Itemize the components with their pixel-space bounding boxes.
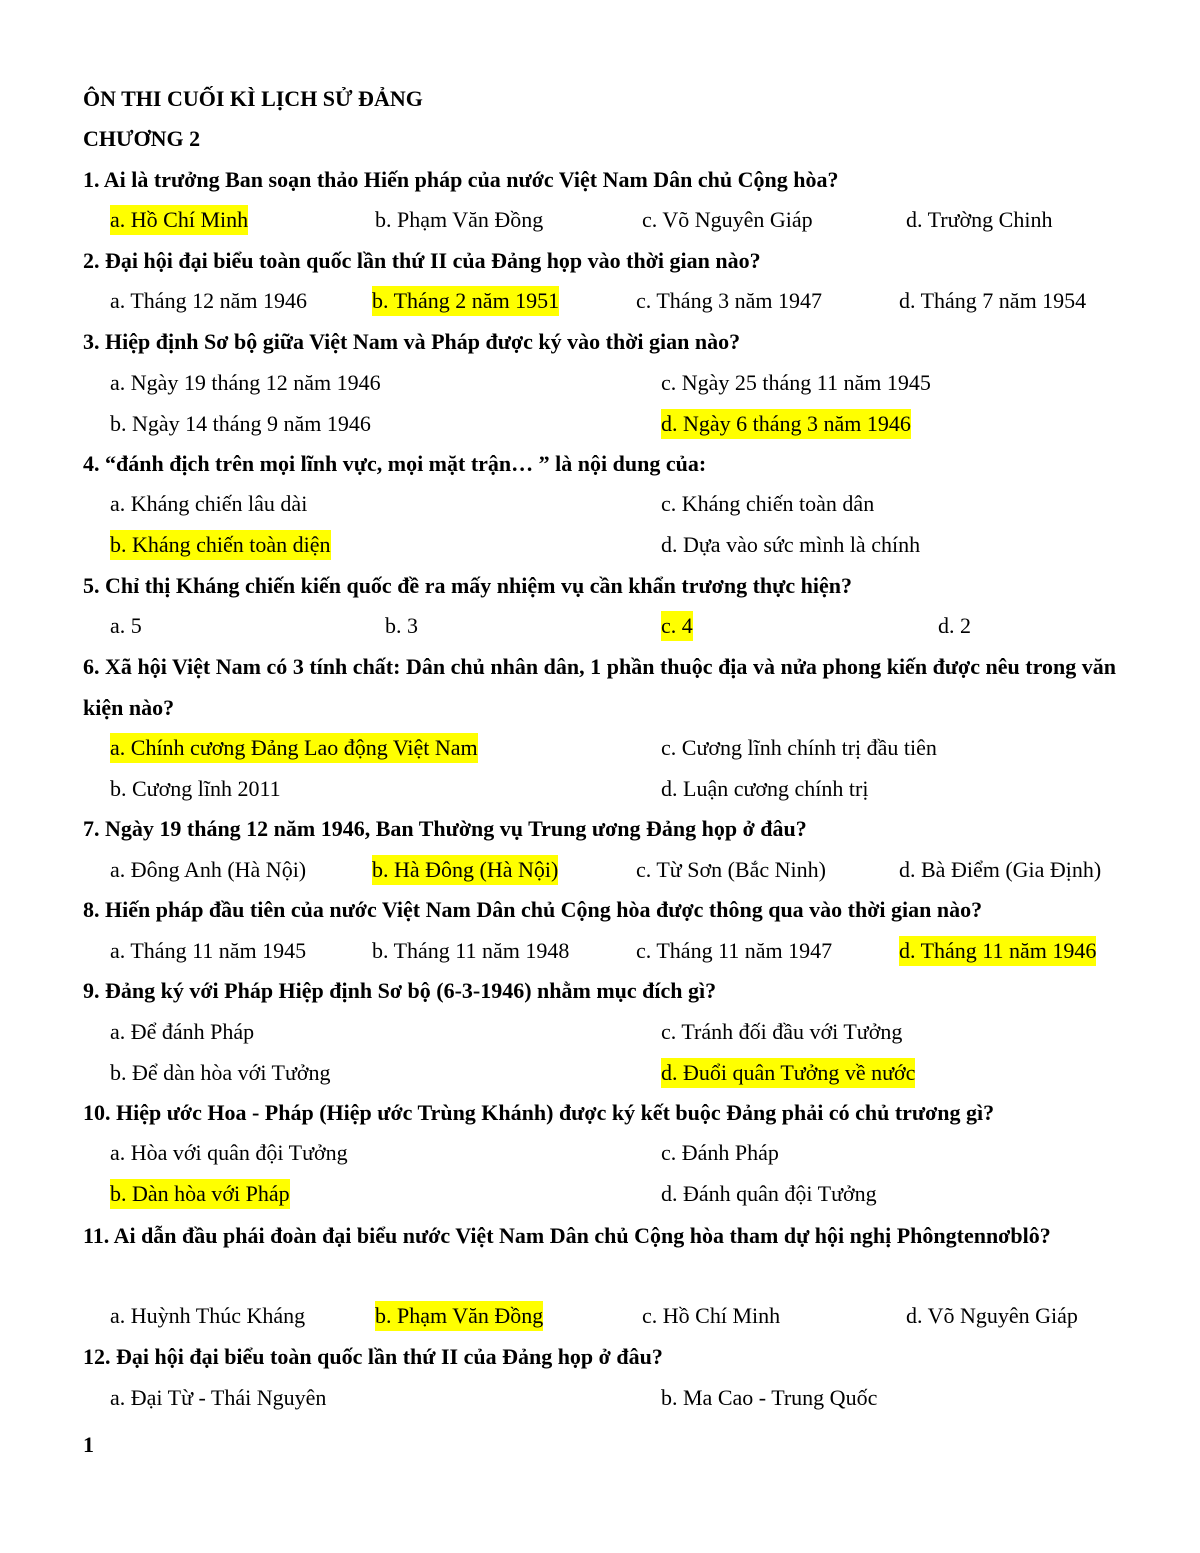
q4-option-c: c. Kháng chiến toàn dân	[661, 491, 875, 516]
question-3: 3. Hiệp định Sơ bộ giữa Việt Nam và Pháp được ký vào thời gian nào?	[83, 329, 741, 354]
q5-option-d: d. 2	[938, 613, 971, 638]
q7-option-b: b. Hà Đông (Hà Nội)	[372, 855, 558, 885]
question-9: 9. Đảng ký với Pháp Hiệp định Sơ bộ (6-3-1946) nhằm mục đích gì?	[83, 978, 717, 1003]
q8-option-c: c. Tháng 11 năm 1947	[636, 938, 833, 963]
q7-option-d: d. Bà Điểm (Gia Định)	[899, 857, 1102, 882]
q10-option-d: d. Đánh quân đội Tưởng	[661, 1181, 877, 1206]
q1-option-a: a. Hồ Chí Minh	[110, 205, 248, 235]
q11-option-b: b. Phạm Văn Đồng	[375, 1301, 543, 1331]
question-2: 2. Đại hội đại biểu toàn quốc lần thứ II của Đảng họp vào thời gian nào?	[83, 248, 761, 273]
q8-option-d: d. Tháng 11 năm 1946	[899, 936, 1096, 966]
q11-option-c: c. Hồ Chí Minh	[642, 1303, 781, 1328]
q3-option-c: c. Ngày 25 tháng 11 năm 1945	[661, 370, 931, 395]
page-number: 1	[83, 1432, 94, 1457]
q2-option-c: c. Tháng 3 năm 1947	[636, 288, 822, 313]
q12-option-b: b. Ma Cao - Trung Quốc	[661, 1385, 878, 1410]
q3-option-a: a. Ngày 19 tháng 12 năm 1946	[110, 370, 381, 395]
question-12: 12. Đại hội đại biểu toàn quốc lần thứ II của Đảng họp ở đâu?	[83, 1344, 663, 1369]
q10-option-a: a. Hòa với quân đội Tưởng	[110, 1140, 348, 1165]
question-4: 4. “đánh địch trên mọi lĩnh vực, mọi mặt trận… ” là nội dung của:	[83, 451, 707, 476]
question-11: 11. Ai dẫn đầu phái đoàn đại biểu nước Việt Nam Dân chủ Cộng hòa tham dự hội nghị Phôngtennơblô?	[83, 1223, 1051, 1248]
q5-option-c: c. 4	[661, 611, 693, 641]
q1-option-d: d. Trường Chinh	[906, 207, 1053, 232]
q3-option-d: d. Ngày 6 tháng 3 năm 1946	[661, 409, 911, 439]
q7-option-a: a. Đông Anh (Hà Nội)	[110, 857, 307, 882]
q5-option-a: a. 5	[110, 613, 142, 638]
q8-option-a: a. Tháng 11 năm 1945	[110, 938, 307, 963]
question-5: 5. Chỉ thị Kháng chiến kiến quốc đề ra mấy nhiệm vụ cần khẩn trương thực hiện?	[83, 573, 852, 598]
q6-option-d: d. Luận cương chính trị	[661, 776, 869, 801]
q1-option-b: b. Phạm Văn Đồng	[375, 207, 544, 232]
q9-option-d: d. Đuổi quân Tưởng về nước	[661, 1058, 915, 1088]
q2-option-b: b. Tháng 2 năm 1951	[372, 286, 559, 316]
q8-option-b: b. Tháng 11 năm 1948	[372, 938, 570, 963]
q6-option-b: b. Cương lĩnh 2011	[110, 776, 281, 801]
q11-option-d: d. Võ Nguyên Giáp	[906, 1303, 1078, 1328]
chapter-heading: CHƯƠNG 2	[83, 126, 201, 151]
q6-option-c: c. Cương lĩnh chính trị đầu tiên	[661, 735, 937, 760]
question-8: 8. Hiến pháp đầu tiên của nước Việt Nam Dân chủ Cộng hòa được thông qua vào thời gian nào?	[83, 897, 983, 922]
document-title: ÔN THI CUỐI KÌ LỊCH SỬ ĐẢNG	[83, 86, 423, 111]
q9-option-b: b. Để dàn hòa với Tưởng	[110, 1060, 331, 1085]
q2-option-d: d. Tháng 7 năm 1954	[899, 288, 1087, 313]
q9-option-c: c. Tránh đối đầu với Tưởng	[661, 1019, 903, 1044]
question-1: 1. Ai là trưởng Ban soạn thảo Hiến pháp của nước Việt Nam Dân chủ Cộng hòa?	[83, 167, 839, 192]
q12-option-a: a. Đại Từ - Thái Nguyên	[110, 1385, 327, 1410]
q11-option-a: a. Huỳnh Thúc Kháng	[110, 1303, 306, 1328]
q2-option-a: a. Tháng 12 năm 1946	[110, 288, 307, 313]
q4-option-b: b. Kháng chiến toàn diện	[110, 530, 331, 560]
q9-option-a: a. Để đánh Pháp	[110, 1019, 255, 1044]
q4-option-a: a. Kháng chiến lâu dài	[110, 491, 308, 516]
q5-option-b: b. 3	[385, 613, 418, 638]
question-7: 7. Ngày 19 tháng 12 năm 1946, Ban Thường vụ Trung ương Đảng họp ở đâu?	[83, 816, 807, 841]
q3-option-b: b. Ngày 14 tháng 9 năm 1946	[110, 411, 371, 436]
q4-option-d: d. Dựa vào sức mình là chính	[661, 532, 921, 557]
q7-option-c: c. Từ Sơn (Bắc Ninh)	[636, 857, 826, 882]
q10-option-c: c. Đánh Pháp	[661, 1140, 779, 1165]
question-6: 6. Xã hội Việt Nam có 3 tính chất: Dân chủ nhân dân, 1 phần thuộc địa và nửa phong kiến được nêu trong văn kiện nào?	[83, 654, 1116, 720]
q6-option-a: a. Chính cương Đảng Lao động Việt Nam	[110, 733, 478, 763]
question-10: 10. Hiệp ước Hoa - Pháp (Hiệp ước Trùng Khánh) được ký kết buộc Đảng phải có chủ trương gì?	[83, 1100, 995, 1125]
q10-option-b: b. Dàn hòa với Pháp	[110, 1179, 290, 1209]
q1-option-c: c. Võ Nguyên Giáp	[642, 207, 813, 232]
